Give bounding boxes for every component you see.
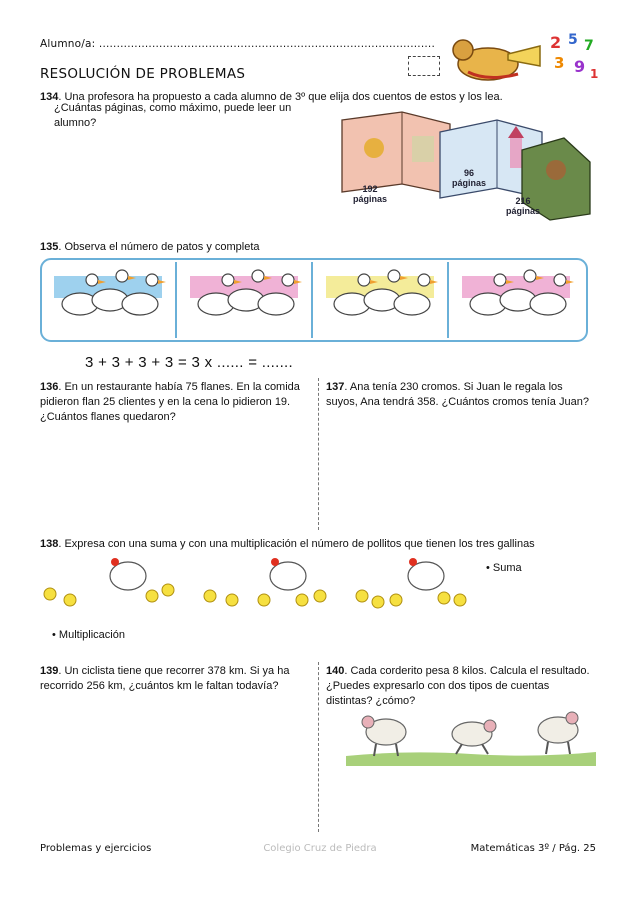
- problem-text: . En un restaurante había 75 flanes. En la comida pidieron flan 25 clientes y en la cena lo pidieron 19. ¿Cuántos flanes quedaron?: [40, 381, 300, 423]
- problem-text: . Expresa con una suma y con una multiplicación el número de pollitos que tienen los tres gallinas: [58, 538, 535, 550]
- book-label-96: 96 páginas: [451, 168, 486, 188]
- bullet-multiplicacion: [52, 629, 125, 641]
- problem-140: [326, 664, 596, 709]
- problem-139: [40, 664, 318, 694]
- book-label-192: 192 páginas: [352, 184, 387, 204]
- animals-trumpet-illustration: [448, 32, 548, 84]
- column-divider: [318, 378, 319, 530]
- svg-text:9: 9: [574, 57, 586, 76]
- grade-box: [408, 56, 440, 76]
- bullet-icon: •: [52, 629, 59, 641]
- footer-right: Matemáticas 3º / Pág. 25: [470, 843, 596, 854]
- problem-number: 136: [40, 381, 59, 393]
- problem-text: . Ana tenía 230 cromos. Si Juan le regala los suyos, Ana tendrá 358. ¿Cuántos cromos tenía Juan?: [326, 381, 589, 408]
- duck-formula: 3 + 3 + 3 + 3 = 3 x ...... = .......: [85, 354, 293, 371]
- book-label-216: 216 páginas: [505, 196, 540, 216]
- problem-text: . Observa el número de patos y completa: [58, 241, 260, 253]
- student-name-line: Alumno/a: ...............................................................................................: [40, 38, 435, 50]
- lambs-illustration: [346, 706, 596, 766]
- svg-text:3: 3: [554, 54, 565, 72]
- ducks-illustration: [40, 258, 588, 342]
- svg-text:5: 5: [568, 32, 578, 48]
- problem-text: . Cada corderito pesa 8 kilos. Calcula el resultado. ¿Puedes expresarlo con dos tipos de cuentas distintas? ¿cómo?: [326, 665, 590, 707]
- bullet-suma: [486, 562, 522, 574]
- problem-137: [326, 380, 596, 410]
- numbers-illustration: [548, 28, 604, 84]
- problem-text: . Un ciclista tiene que recorrer 378 km. Si ya ha recorrido 256 km, ¿cuántos km le faltan todavía?: [40, 665, 290, 692]
- books-illustration: [332, 102, 594, 224]
- problem-number: 138: [40, 538, 59, 550]
- svg-text:7: 7: [584, 38, 594, 54]
- problem-135: [40, 240, 540, 255]
- multiplicacion-label: Multiplicación: [58, 629, 125, 641]
- problem-number: 140: [326, 665, 345, 677]
- problem-number: 137: [326, 381, 345, 393]
- page-title: RESOLUCIÓN DE PROBLEMAS: [40, 66, 246, 82]
- footer-watermark: Colegio Cruz de Piedra: [263, 843, 377, 854]
- svg-text:2: 2: [550, 33, 562, 52]
- problem-number: 135: [40, 241, 59, 253]
- svg-text:1: 1: [590, 67, 599, 81]
- footer-left: Problemas y ejercicios: [40, 843, 152, 854]
- problem-text: . Una profesora ha propuesto a cada alumno de 3º que elija dos cuentos de estos y los lea.: [58, 91, 503, 103]
- problem-number: 134: [40, 91, 59, 103]
- bullet-icon: •: [486, 562, 493, 574]
- problem-134-question: ¿Cuántas páginas, como máximo, puede leer un alumno?: [54, 102, 292, 129]
- problem-136: [40, 380, 312, 425]
- problem-number: 139: [40, 665, 59, 677]
- column-divider: [318, 662, 319, 832]
- hens-chicks-illustration: [40, 550, 490, 616]
- suma-label: Suma: [492, 562, 522, 574]
